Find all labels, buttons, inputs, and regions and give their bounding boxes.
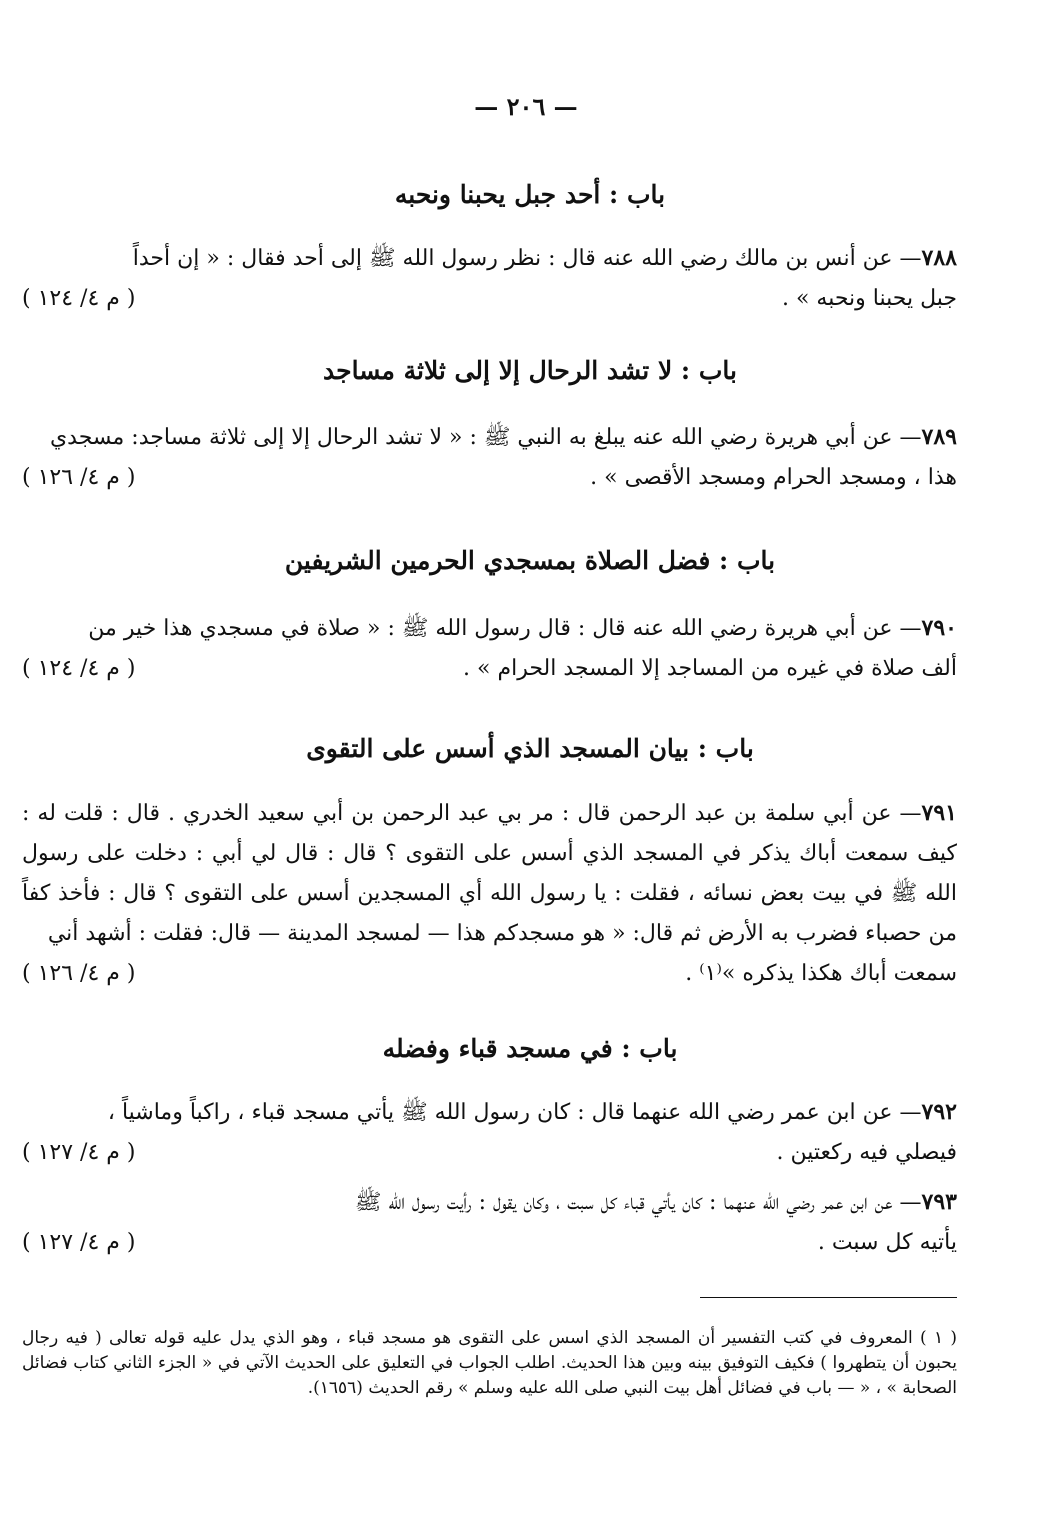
hadith-text: — عن أنس بن مالك رضي الله عنه قال : نظر رسول الله ﷺ إلى أحد فقال : « إن أحداً	[132, 246, 922, 271]
hadith-790	[22, 608, 957, 689]
hadith-number: ٧٨٨	[921, 245, 957, 271]
hadith-793	[22, 1182, 957, 1263]
chapter-heading: باب : لا تشد الرحال إلا إلى ثلاثة مساجد	[323, 356, 737, 385]
page-number: — ٢٠٦ —	[474, 92, 578, 121]
hadith-number: ٧٩١	[921, 800, 957, 826]
hadith-source: ( م ٤/ ١٢٧ )	[22, 1230, 136, 1255]
footnote-divider	[700, 1297, 957, 1298]
hadith-text: — عن ابن عمر رضي الله عنهما قال : كان رسول الله ﷺ يأتي مسجد قباء ، راكباً وماشياً ،	[107, 1100, 922, 1125]
chapter-heading: باب : أحد جبل يحبنا ونحبه	[394, 180, 666, 209]
hadith-number: ٧٩٠	[921, 615, 957, 641]
hadith-source: ( م ٤/ ١٢٦ )	[22, 961, 136, 986]
hadith-text-end: ألف صلاة في غيره من المساجد إلا المسجد الحرام » .	[463, 656, 957, 681]
hadith-source: ( م ٤/ ١٢٤ )	[22, 656, 136, 681]
hadith-text: — عن أبي هريرة رضي الله عنه يبلغ به النبي ﷺ : « لا تشد الرحال إلا إلى ثلاثة مساجد: مسجدي	[49, 425, 922, 450]
chapter-heading: باب : فضل الصلاة بمسجدي الحرمين الشريفين	[284, 546, 776, 575]
hadith-source: ( م ٤/ ١٢٧ )	[22, 1140, 136, 1165]
footnote: ( ١ ) المعروف في كتب التفسير أن المسجد الذي اسس على التقوى هو مسجد قباء ، وهو الذي يدل عليه قوله تعالى ( فيه رجال يحبون أن يتطهروا ) فكيف التوفيق بينه وبين هذا الحديث. اطلب الجواب في التعليق على الحديث الآتي في « الجزء الثاني كتاب فضائل الصحابة » ، « — باب في فضائل أهل بيت النبي صلى الله عليه وسلم » رقم الحديث (١٦٥٦).	[22, 1328, 957, 1398]
hadith-792	[22, 1092, 957, 1173]
hadith-791	[22, 793, 957, 994]
hadith-788	[22, 238, 957, 319]
hadith-source: ( م ٤/ ١٢٤ )	[22, 286, 136, 311]
hadith-text-end: جبل يحبنا ونحبه » .	[781, 286, 957, 311]
hadith-number: ٧٩٢	[921, 1099, 957, 1125]
hadith-789	[22, 417, 957, 498]
hadith-text: — عن أبي هريرة رضي الله عنه قال : قال رسول الله ﷺ : « صلاة في مسجدي هذا خير من	[88, 616, 922, 641]
hadith-number: ٧٨٩	[921, 424, 957, 450]
hadith-text-end: سمعت أباك هكذا يذكره »⁽١⁾ .	[685, 961, 957, 986]
hadith-text-end: هذا ، ومسجد الحرام ومسجد الأقصى » .	[590, 465, 957, 490]
hadith-text: — عن ابن عمر رضي الله عنهما : كان يأتي قباء كل سبت ، وكان يقول : رأيت رسول الله ﷺ	[354, 1190, 922, 1215]
hadith-text-end: فيصلي فيه ركعتين .	[776, 1140, 957, 1165]
hadith-source: ( م ٤/ ١٢٦ )	[22, 465, 136, 490]
chapter-heading: باب : في مسجد قباء وفضله	[382, 1034, 678, 1063]
chapter-heading: باب : بيان المسجد الذي أسس على التقوى	[306, 734, 754, 763]
hadith-text: — عن أبي سلمة بن عبد الرحمن قال : مر بي عبد الرحمن بن أبي سعيد الخدري . قال : قلت له : كيف سمعت أباك يذكر في المسجد الذي أسس على التقوى ؟ قال : قال لي أبي : دخلت على رسول الله ﷺ في بيت بعض نسائه ، فقلت : يا رسول الله أي المسجدين أسس على التقوى ؟ قال : فأخذ كفاً من حصباء فضرب به الأرض ثم قال: « هو مسجدكم هذا — لمسجد المدينة — قال: فقلت : أشهد أني	[22, 801, 957, 946]
hadith-number: ٧٩٣	[921, 1189, 957, 1215]
hadith-text-end: يأتيه كل سبت .	[817, 1230, 957, 1255]
